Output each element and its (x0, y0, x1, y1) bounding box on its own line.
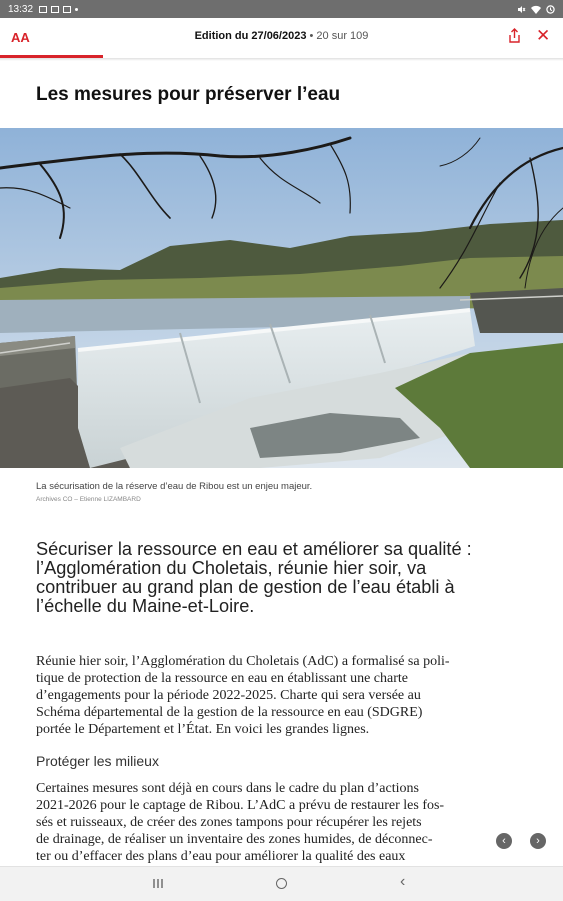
paragraph-line: de drainage, de réaliser un inventaire des zones humides, de déconnec- (36, 832, 433, 847)
dam-photo-illustration (0, 128, 563, 468)
page-counter: 20 sur 109 (316, 30, 369, 42)
gallery-icon (39, 6, 47, 13)
status-time: 13:32 (8, 3, 34, 15)
lead-line: l’échelle du Maine-et-Loire. (36, 596, 255, 616)
paragraph-line: ter ou d’effacer des plans d’eau pour améliorer la qualité des eaux (36, 849, 406, 864)
article-paragraph (36, 780, 536, 864)
chevron-right-icon[interactable]: › (530, 833, 546, 849)
paragraph-line: tique de protection de la ressource en eau en établissant une charte (36, 671, 409, 686)
photo-caption: La sécurisation de la réserve d’eau de Ribou est un enjeu majeur. (36, 481, 313, 492)
close-icon[interactable]: ✕ (536, 26, 551, 45)
recent-apps-icon[interactable] (152, 878, 164, 889)
paragraph-line: sés et ruisseaux, de créer des zones tampons pour récupérer les rejets (36, 815, 422, 830)
font-size-button[interactable]: AA (11, 30, 30, 45)
article-subheading: Protéger les milieux (36, 753, 159, 769)
home-icon[interactable] (276, 878, 287, 889)
lead-line: l’Agglomération du Choletais, réunie hier soir, va (36, 558, 427, 578)
status-bar (0, 0, 563, 18)
lead-line: contribuer au grand plan de gestion de l’eau établi à (36, 577, 455, 597)
article-lead (36, 540, 536, 616)
paragraph-line: Schéma départemental de la gestion de la ressource en eau (SDGRE) (36, 705, 423, 720)
article-paragraph (36, 653, 536, 738)
notification-icons (39, 6, 78, 13)
toolbar-shadow (0, 58, 563, 61)
edition-info (0, 30, 563, 42)
system-icons (517, 5, 555, 14)
chevron-left-icon[interactable]: ‹ (496, 833, 512, 849)
wifi-icon (531, 5, 541, 14)
paragraph-line: d’engagements pour la période 2022-2025. Charte qui sera versée au (36, 688, 421, 703)
paragraph-line: 2021-2026 pour le captage de Ribou. L’AdC a prévu de restaurer les fos- (36, 798, 445, 813)
battery-icon (546, 5, 555, 14)
lead-line: Sécuriser la ressource en eau et améliorer sa qualité : (36, 539, 472, 559)
paragraph-line: Réunie hier soir, l’Agglomération du Choletais (AdC) a formalisé sa poli- (36, 654, 450, 669)
article-photo[interactable] (0, 128, 563, 468)
article-title: Les mesures pour préserver l’eau (36, 84, 341, 105)
more-notifications-icon (75, 8, 78, 11)
mute-icon (517, 5, 526, 14)
edition-date: Edition du 27/06/2023 (194, 30, 307, 42)
reader-toolbar (0, 18, 563, 58)
paragraph-line: Certaines mesures sont déjà en cours dans le cadre du plan d’actions (36, 781, 419, 796)
photo-credit: Archives CO – Etienne LIZAMBARD (36, 496, 141, 503)
message-icon (51, 6, 59, 13)
back-icon[interactable]: ‹ (400, 873, 406, 890)
message-icon (63, 6, 71, 13)
system-nav-bar (0, 866, 563, 901)
share-icon[interactable] (508, 28, 521, 43)
page-separator: • (306, 30, 317, 42)
paragraph-line: portée le Département et l’État. En voici les grandes lignes. (36, 722, 370, 737)
